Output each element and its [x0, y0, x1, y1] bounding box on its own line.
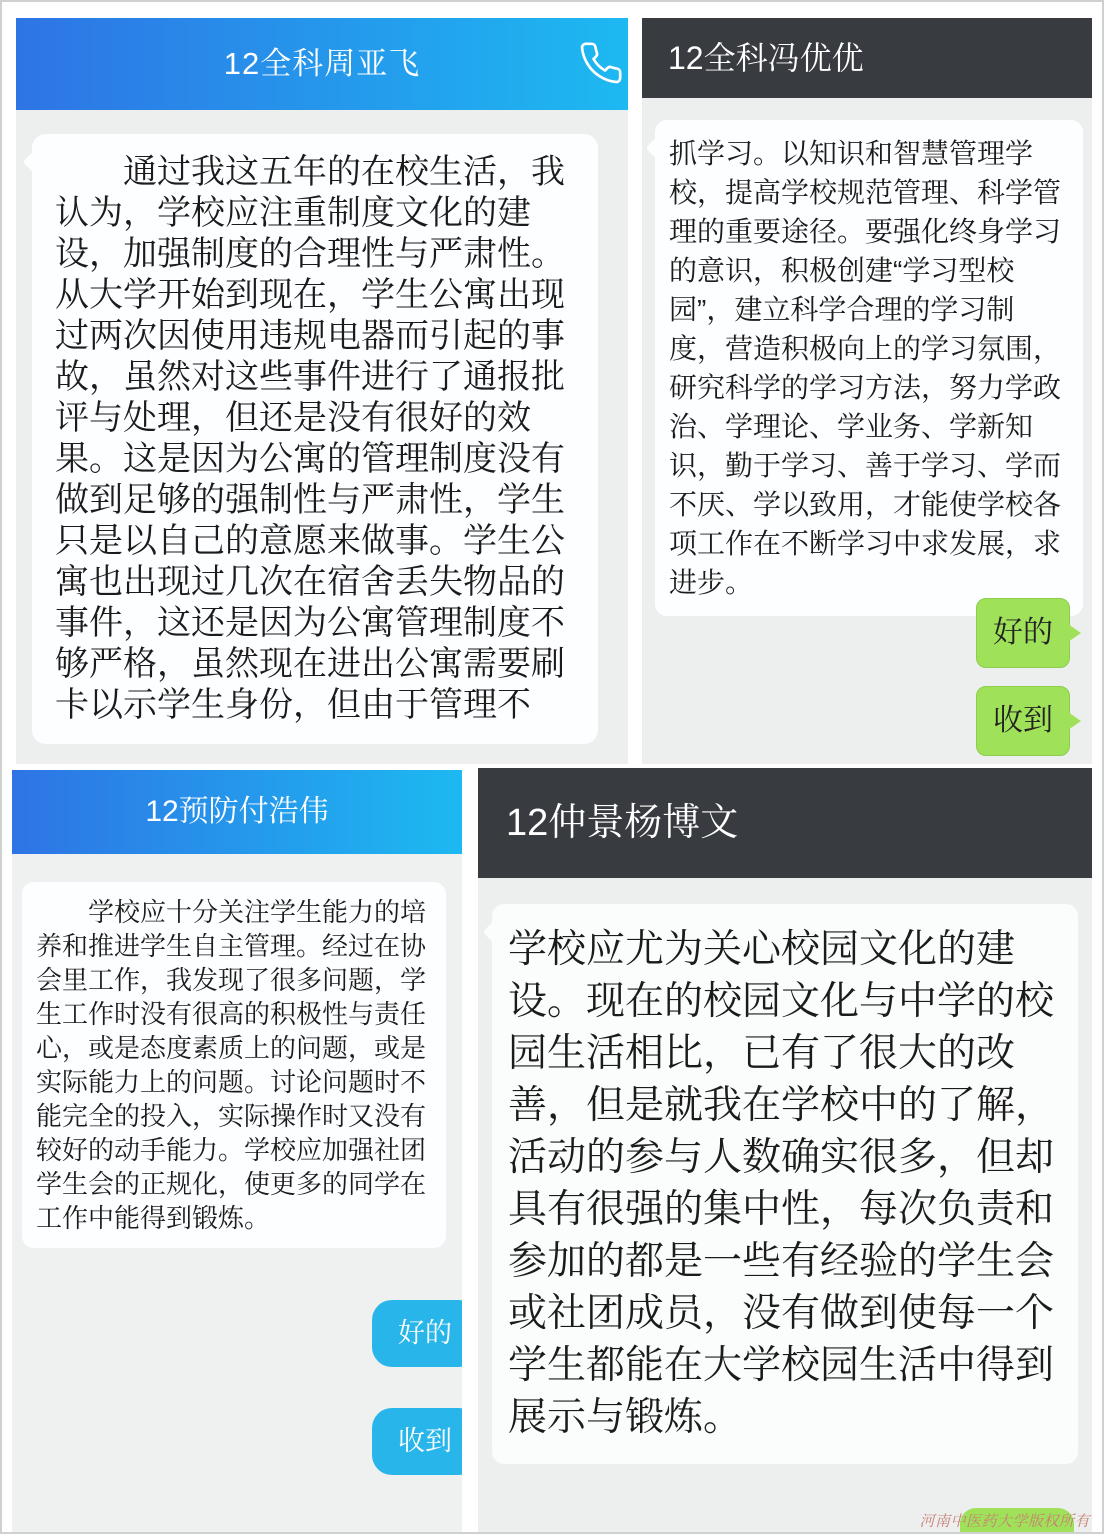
- message-bubble[interactable]: [655, 120, 1083, 616]
- message-text: 通过我这五年的在校生活，我认为，学校应注重制度文化的建设，加强制度的合理性与严肃性。从大学开始到现在，学生公寓出现过两次因使用违规电器而引起的事故，虽然对这些事件进行了通报批评与处理，但还是没有很好的效果。这是因为公寓的管理制度没有做到足够的强制性与严肃性，学生只是以自己的意愿来做事。学生公寓也出现过几次在宿舍丢失物品的事件，这还是因为公寓管理制度不够严格，虽然现在进出公寓需要刷卡以示学生身份，但由于管理不: [55, 153, 565, 724]
- chat-title: 12预防付浩伟: [145, 795, 329, 828]
- reply-bubble[interactable]: [372, 1408, 462, 1475]
- chat-body: [642, 98, 1092, 764]
- chat-title: 12全科冯优优: [668, 40, 864, 76]
- chat-body: [16, 110, 628, 764]
- chat-window-zhouyafei: [16, 18, 628, 764]
- message-bubble[interactable]: [22, 882, 446, 1248]
- reply-text: 收到: [398, 1426, 452, 1456]
- message-text: 学校应尤为关心校园文化的建设。现在的校园文化与中学的校园生活相比，已有了很大的改善，但是就我在学校中的了解，活动的参与人数确实很多，但却具有很强的集中性，每次负责和参加的都是一些有经验的学生会或社团成员，没有做到使每一个学生都能在大学校园生活中得到展示与锻炼。: [508, 928, 1055, 1439]
- message-text: 抓学习。以知识和智慧管理学校，提高学校规范管理、科学管理的重要途径。要强化终身学习的意识，积极创建“学习型校园”，建立科学合理的学习制度，营造积极向上的学习氛围，研究科学的学习方法，努力学政治、学理论、学业务、学新知识，勤于学习、善于学习、学而不厌、学以致用，才能使学校各项工作在不断学习中求发展，求进步。: [669, 138, 1062, 598]
- chat-window-yangbowen: [478, 768, 1092, 1532]
- bubble-tail: [646, 137, 669, 160]
- message-text: 学校应十分关注学生能力的培养和推进学生自主管理。经过在协会里工作，我发现了很多问题，学生工作时没有很高的积极性与责任心，或是态度素质上的问题，或是实际能力上的问题。讨论问题时不能完全的投入，实际操作时又没有较好的动手能力。学校应加强社团学生会的正规化，使更多的同学在工作中能得到锻炼。: [36, 897, 427, 1233]
- bubble-tail: [1068, 624, 1081, 642]
- watermark-text: 河南中医药大学版权所有: [919, 1514, 1090, 1530]
- chat-title: 12全科周亚飞: [223, 46, 421, 81]
- bubble-tail: [1068, 712, 1081, 730]
- reply-bubble[interactable]: [976, 686, 1070, 756]
- chat-window-fengyouyou: [642, 18, 1092, 764]
- bubble-tail: [483, 921, 506, 944]
- reply-bubble[interactable]: [372, 1300, 462, 1367]
- reply-text: 收到: [993, 704, 1053, 737]
- reply-text: 好的: [993, 616, 1053, 649]
- chat-window-fuhaowei: [12, 770, 462, 1532]
- chat-body: [12, 854, 462, 1532]
- chat-header: [12, 770, 462, 854]
- bubble-tail: [23, 151, 46, 174]
- message-bubble[interactable]: [32, 134, 598, 744]
- phone-icon[interactable]: [578, 40, 624, 86]
- reply-bubble[interactable]: [976, 598, 1070, 668]
- chat-header: [16, 18, 628, 110]
- chat-header: [642, 18, 1092, 98]
- chat-header: [478, 768, 1092, 878]
- chat-body: [478, 878, 1092, 1532]
- message-bubble[interactable]: [492, 904, 1078, 1464]
- reply-text: 好的: [398, 1318, 452, 1348]
- chat-title: 12仲景杨博文: [506, 802, 739, 844]
